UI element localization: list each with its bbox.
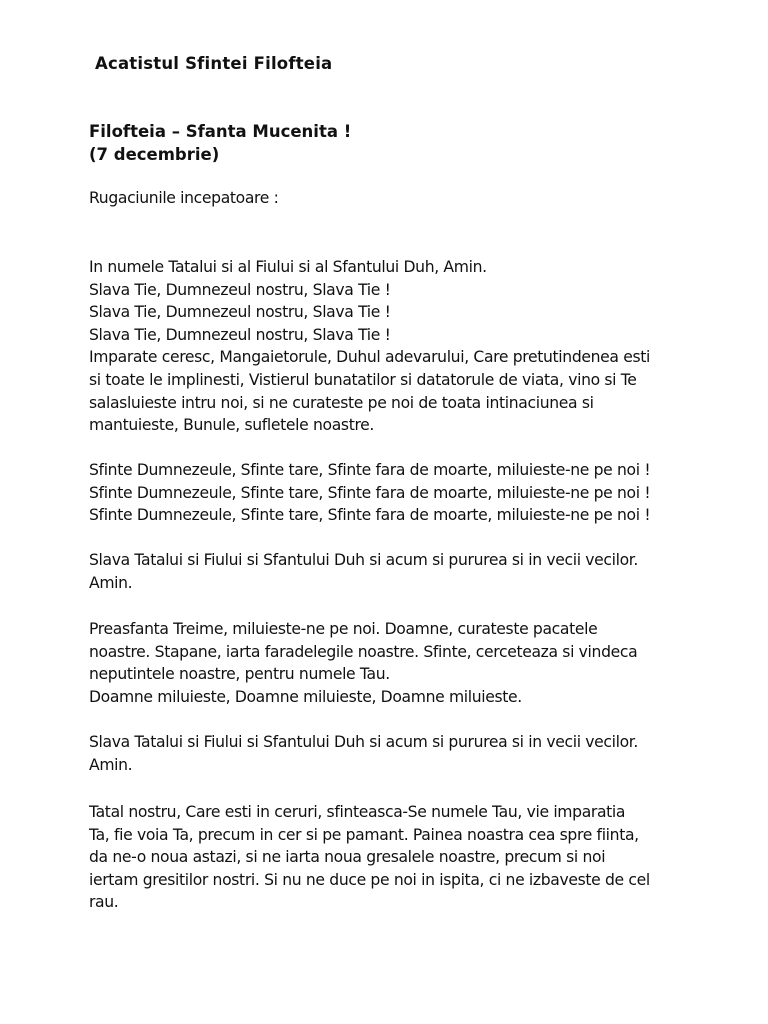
text-line: Amin. [89, 755, 133, 774]
text-line: Slava Tatalui si Fiului si Sfantului Duh si acum si pururea si in vecii vecilor. [89, 733, 639, 751]
text-line: Imparate ceresc, Mangaietorule, Duhul adevarului, Care pretutindenea esti [89, 348, 650, 367]
subtitle-date: (7 decembrie) [89, 145, 220, 164]
text-line: si toate le implinesti, Vistierul bunatatilor si datatorule de viata, vino si Te [89, 370, 637, 389]
intro-heading: Rugaciunile incepatoare : [89, 189, 279, 207]
paragraph-glory-1 [89, 549, 638, 594]
text-line: Sfinte Dumnezeule, Sfinte tare, Sfinte fara de moarte, miluieste-ne pe noi ! [89, 461, 651, 479]
text-line: Preasfanta Treime, miluieste-ne pe noi. Doamne, curateste pacatele [89, 620, 598, 638]
paragraph-opening-prayers [89, 256, 650, 437]
paragraph-glory-2 [89, 731, 638, 776]
text-line: Slava Tie, Dumnezeul nostru, Slava Tie ! [89, 303, 391, 322]
document-subtitle [89, 120, 351, 166]
text-line: iertam gresitilor nostri. Si nu ne duce pe noi in ispita, ci ne izbaveste de cel [89, 870, 650, 889]
text-line: Sfinte Dumnezeule, Sfinte tare, Sfinte fara de moarte, miluieste-ne pe noi ! [89, 506, 651, 525]
paragraph-lords-prayer [89, 801, 650, 914]
paragraph-holy-trinity [89, 618, 637, 708]
subtitle-line: Filofteia – Sfanta Mucenita ! [89, 122, 352, 141]
text-line: Slava Tie, Dumnezeul nostru, Slava Tie ! [89, 325, 391, 344]
text-line: Doamne miluieste, Doamne miluieste, Doamne miluieste. [89, 687, 522, 706]
text-line: Slava Tatalui si Fiului si Sfantului Duh si acum si pururea si in vecii vecilor. [89, 551, 639, 569]
text-line: da ne-o noua astazi, si ne iarta noua gresalele noastre, precum si noi [89, 848, 606, 867]
document-title: Acatistul Sfintei Filofteia [95, 54, 333, 73]
text-line: Sfinte Dumnezeule, Sfinte tare, Sfinte fara de moarte, miluieste-ne pe noi ! [89, 483, 651, 502]
text-line: Slava Tie, Dumnezeul nostru, Slava Tie ! [89, 280, 391, 299]
text-line: mantuieste, Bunule, sufletele noastre. [89, 416, 375, 435]
text-line: Amin. [89, 573, 133, 592]
paragraph-trisagion [89, 459, 650, 527]
text-line: rau. [89, 893, 119, 912]
text-line: neputintele noastre, pentru numele Tau. [89, 665, 390, 684]
text-line: noastre. Stapane, iarta faradelegile noastre. Sfinte, cerceteaza si vindeca [89, 642, 638, 661]
text-line: Ta, fie voia Ta, precum in cer si pe pamant. Painea noastra cea spre fiinta, [89, 825, 639, 844]
text-line: In numele Tatalui si al Fiului si al Sfantului Duh, Amin. [89, 258, 487, 276]
text-line: Tatal nostru, Care esti in ceruri, sfinteasca-Se numele Tau, vie imparatia [89, 803, 626, 821]
text-line: salasluieste intru noi, si ne curateste pe noi de toata intinaciunea si [89, 393, 594, 412]
